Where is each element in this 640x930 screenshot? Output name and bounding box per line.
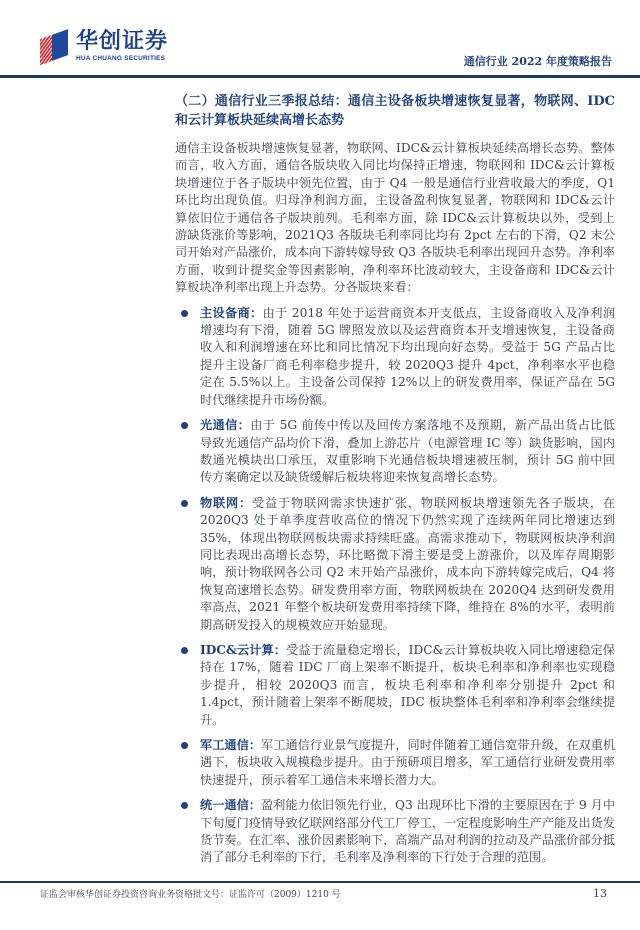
page-footer (0, 881, 640, 930)
footer-divider (0, 881, 640, 883)
company-logo (40, 28, 168, 64)
bullet-label: IDC&云计算： (200, 642, 287, 657)
page-header (0, 0, 640, 92)
bullet-dot-icon (181, 500, 188, 507)
bullet-label: 主设备商： (200, 305, 263, 320)
logo-english-name: HUA CHUANG SECURITIES (76, 54, 166, 62)
bullet-label: 物联网： (200, 495, 252, 510)
logo-mark-icon (40, 28, 70, 64)
bullet-text: 盈利能力依旧领先行业，Q3 出现环比下滑的主要原因在于 9 月中下旬厦门疫情导致亿联网络部分代工厂停工，一定程度影响生产产能及出货发货节奏。在汇率、涨价因素影响下，高端产品对利润的拉动及产品涨价部分抵消了部分毛利率的下行，毛利率及净利率的下行处于合理的范围。 (200, 798, 616, 865)
bullet-text: 军工通信行业景气度提升，同时伴随着工通信宽带升级，在双重机遇下，板块收入规模稳步提升。由于预研项目增多，军工通信行业研发费用率快速提升，预示着军工通信未来增长潜力大。 (200, 738, 616, 787)
bullet-text: 受益于流量稳定增长，IDC&云计算板块收入同比增速稳定保持在 17%，随着 IDC 厂商上架率不断提升，板块毛利率和净利率也实现稳步提升，相较 2020Q3 而言，板块毛利率和净利率分别提升 2pct 和 1.4pct，预计随着上架率不断爬坡，IDC 板块整体毛利率和净利率会继续提升。 (200, 642, 615, 727)
footer-license: 证监会审核华创证券投资咨询业务资格批文号：证监许可（2009）1210 号 (40, 889, 341, 900)
bullet-text: 由于 2018 年处于运营商资本开支低点，主设备商收入及净利润增速均有下滑，随着 5G 牌照发放以及运营商资本开支增速恢复，主设备商收入和利润增速在环比和同比情况下均出现向好态势。受益于 5G 产品占比提升主设备厂商毛利率稳步提升，较 2020Q3 提升 4pct，净利率水平也稳定在 5.5%以上。主设备公司保持 12%以上的研发费用率，保证产品在 5G 时代继续提升市场份额。 (200, 305, 616, 407)
bullet-item (175, 737, 615, 789)
header-divider (0, 75, 640, 78)
bullet-item (175, 417, 615, 487)
bullet-item (175, 642, 615, 729)
report-title: 通信行业 2022 年度策略报告 (463, 55, 612, 68)
bullet-text: 受益于物联网需求快速扩张，物联网板块增速领先各子版块，在 2020Q3 处于单季度营收高位的情况下仍然实现了连续两年同比增速达到 35%，体现出物联网板块需求持续旺盛。高需求推动下，物联网板块净利润同比表现出高增长态势，环比略微下滑主要是受上游涨价，以及库存周期影响，预计物联网各公司 Q2 末开始产品涨价，成本向下游转嫁完成后，Q4 将恢复高速增长态势。研发费用率方面，物联网板块在 2020Q4 达到研发费用率高点，2021 年整个板块研发费用率持续下降，维持在 8%的水平，表明前期高研发投入的规模效应开始显现。 (200, 495, 616, 632)
intro-paragraph: 通信主设备板块增速恢复显著，物联网、IDC&云计算板块延续高增长态势。整体而言，收入方面，通信各版块收入同比均保持正增速，物联网和 IDC&云计算板块增速位于各子版块中领先位置，由于 Q4 一般是通信行业营收最大的季度，Q1 环比均出现负值。归母净利润方面，主设备盈利恢复显著，物联网和 IDC&云计算依旧位于通信各子版块前列。毛利率方面，除 IDC&云计算板块以外，受到上游缺货涨价等影响，2021Q3 各版块毛利率同比均有 2pct 左右的下滑，Q2 末公司开始对产品涨价，成本向下游转嫁导致 Q3 各版块毛利率出现回升态势。净利率方面，收到计提奖金等因素影响，净利率环比波动较大，主设备商和 IDC&云计算板块净利率出现上升态势。分各版块来看： (175, 141, 615, 295)
bullet-label: 军工通信： (200, 738, 262, 752)
bullet-label: 光通信： (200, 418, 251, 433)
bullet-dot-icon (181, 310, 188, 317)
bullet-list (175, 305, 615, 867)
bullet-label: 统一通信： (200, 798, 261, 813)
bullet-dot-icon (181, 422, 188, 429)
section-heading: （二）通信行业三季报总结：通信主设备板块增速恢复显著，物联网、IDC 和云计算板块延续高增长态势 (175, 94, 615, 128)
logo-chinese-name: 华创证券 (76, 28, 169, 54)
section-content (175, 92, 615, 867)
spacer (0, 867, 640, 881)
bullet-item (175, 495, 615, 634)
bullet-dot-icon (181, 647, 188, 654)
bullet-text: 由于 5G 前传中传以及回传方案落地不及预期，新产品出货占比低导致光通信产品均价下滑，叠加上游芯片（电源管理 IC 等）缺货影响，国内数通光模块出口承压，双重影响下光通信板块增速被压制，预计 5G 前中回传方案确定以及缺货缓解后板块将迎来恢复高增长态势。 (200, 418, 615, 485)
bullet-dot-icon (181, 802, 188, 809)
bullet-dot-icon (181, 742, 188, 749)
bullet-item (175, 305, 615, 409)
page-number: 13 (593, 886, 607, 900)
bullet-item (175, 797, 615, 867)
